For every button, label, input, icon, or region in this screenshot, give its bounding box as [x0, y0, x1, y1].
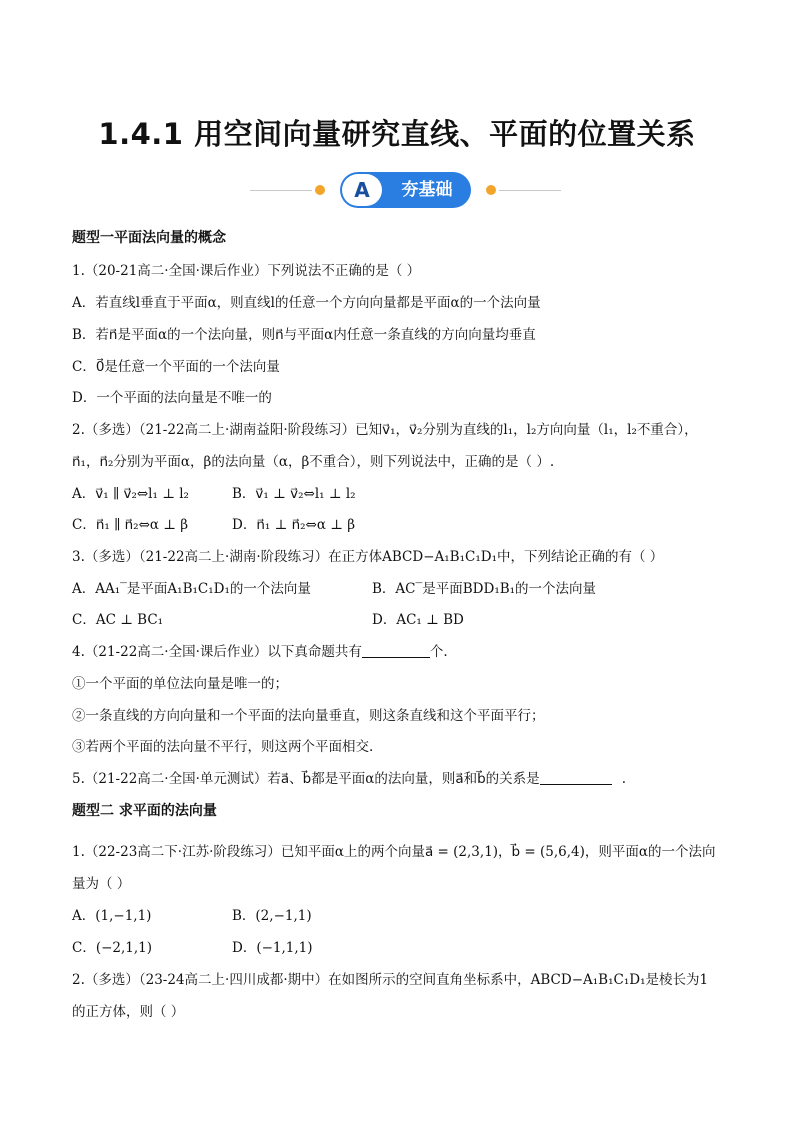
statement-1: ①一个平面的单位法向量是唯一的； — [72, 676, 288, 692]
question-2-2: 2.（多选）（23-24高二上·四川成都·期中）在如图所示的空间直角坐标系中，ABCD−A₁B₁C₁D₁是棱长为1 — [72, 972, 709, 988]
banner-left-line — [250, 190, 312, 191]
option-text: B．v⃗₁ ⊥ v⃗₂⇔l₁ ⊥ l₂ — [232, 486, 356, 502]
question-1-4 — [72, 643, 448, 661]
option-text: D．一个平面的法向量是不唯一的 — [72, 390, 272, 406]
option-text: C．0⃗是任意一个平面的一个法向量 — [72, 359, 280, 375]
banner-right-line — [499, 190, 561, 191]
answer-blank — [362, 643, 430, 658]
banner-letter: A — [342, 174, 382, 206]
statement-3: ③若两个平面的法向量不平行，则这两个平面相交. — [72, 739, 374, 755]
option-text: A．(1,−1,1) — [72, 908, 152, 924]
answer-blank — [540, 770, 612, 785]
question-1-2: 2.（多选）（21-22高二上·湖南益阳·阶段练习）已知v⃗₁，v⃗₂分别为直线的l₁，l₂方向向量（l₁，l₂不重合）， — [72, 422, 698, 438]
option-text: C．n⃗₁ ∥ n⃗₂⇔α ⊥ β — [72, 517, 189, 533]
option-text: A．若直线l垂直于平面α，则直线l的任意一个方向向量都是平面α的一个法向量 — [72, 295, 541, 311]
option-text: A．AA₁‾是平面A₁B₁C₁D₁的一个法向量 — [72, 581, 311, 597]
question-1-5 — [72, 770, 626, 788]
option-text: B．(2,−1,1) — [232, 908, 312, 924]
option-text: B．AC‾是平面BDD₁B₁的一个法向量 — [372, 581, 597, 597]
page-title: 1.4.1 用空间向量研究直线、平面的位置关系 — [98, 117, 696, 151]
banner-left-dot — [315, 185, 325, 195]
question-1-2-cont: n⃗₁，n⃗₂分别为平面α，β的法向量（α，β不重合），则下列说法中，正确的是（ ）. — [72, 454, 555, 470]
question-2-1: 1.（22-23高二下·江苏·阶段练习）已知平面α上的两个向量a⃗ = (2,3,1)，b⃗ = (5,6,4)，则平面α的一个法向 — [72, 844, 716, 860]
option-text: D．AC₁ ⊥ BD — [372, 612, 464, 628]
question-2-2-cont: 的正方体，则（ ） — [72, 1004, 185, 1020]
option-text: D．n⃗₁ ⊥ n⃗₂⇔α ⊥ β — [232, 517, 356, 533]
banner-right-dot — [486, 185, 496, 195]
question-text: 5.（21-22高二·全国·单元测试）若a⃗、b⃗都是平面α的法向量，则a⃗和b⃗的关系是 — [72, 771, 540, 787]
section-banner — [250, 170, 560, 210]
question-text: 4.（21-22高二·全国·课后作业）以下真命题共有 — [72, 644, 362, 660]
banner-label: 夯基础 — [401, 180, 453, 200]
question-1-1: 1.（20-21高二·全国·课后作业）下列说法不正确的是（ ） — [72, 263, 421, 279]
option-text: A．v⃗₁ ∥ v⃗₂⇔l₁ ⊥ l₂ — [72, 486, 189, 502]
question-1-3: 3.（多选）（21-22高二上·湖南·阶段练习）在正方体ABCD−A₁B₁C₁D₁中，下列结论正确的有（ ） — [72, 549, 664, 565]
option-text: C．AC ⊥ BC₁ — [72, 612, 164, 628]
question-text: 个. — [429, 644, 448, 660]
question-2-1-cont: 量为（ ） — [72, 876, 131, 892]
option-text: C．(−2,1,1) — [72, 940, 153, 956]
option-text: D．(−1,1,1) — [232, 940, 313, 956]
question-text: . — [621, 771, 626, 787]
banner-pill — [340, 172, 471, 208]
statement-2: ②一条直线的方向向量和一个平面的法向量垂直，则这条直线和这个平面平行； — [72, 708, 545, 724]
section-heading-2: 题型二 求平面的法向量 — [72, 803, 217, 819]
section-heading-1: 题型一平面法向量的概念 — [72, 230, 226, 246]
option-text: B．若n⃗是平面α的一个法向量，则n⃗与平面α内任意一条直线的方向向量均垂直 — [72, 327, 536, 343]
